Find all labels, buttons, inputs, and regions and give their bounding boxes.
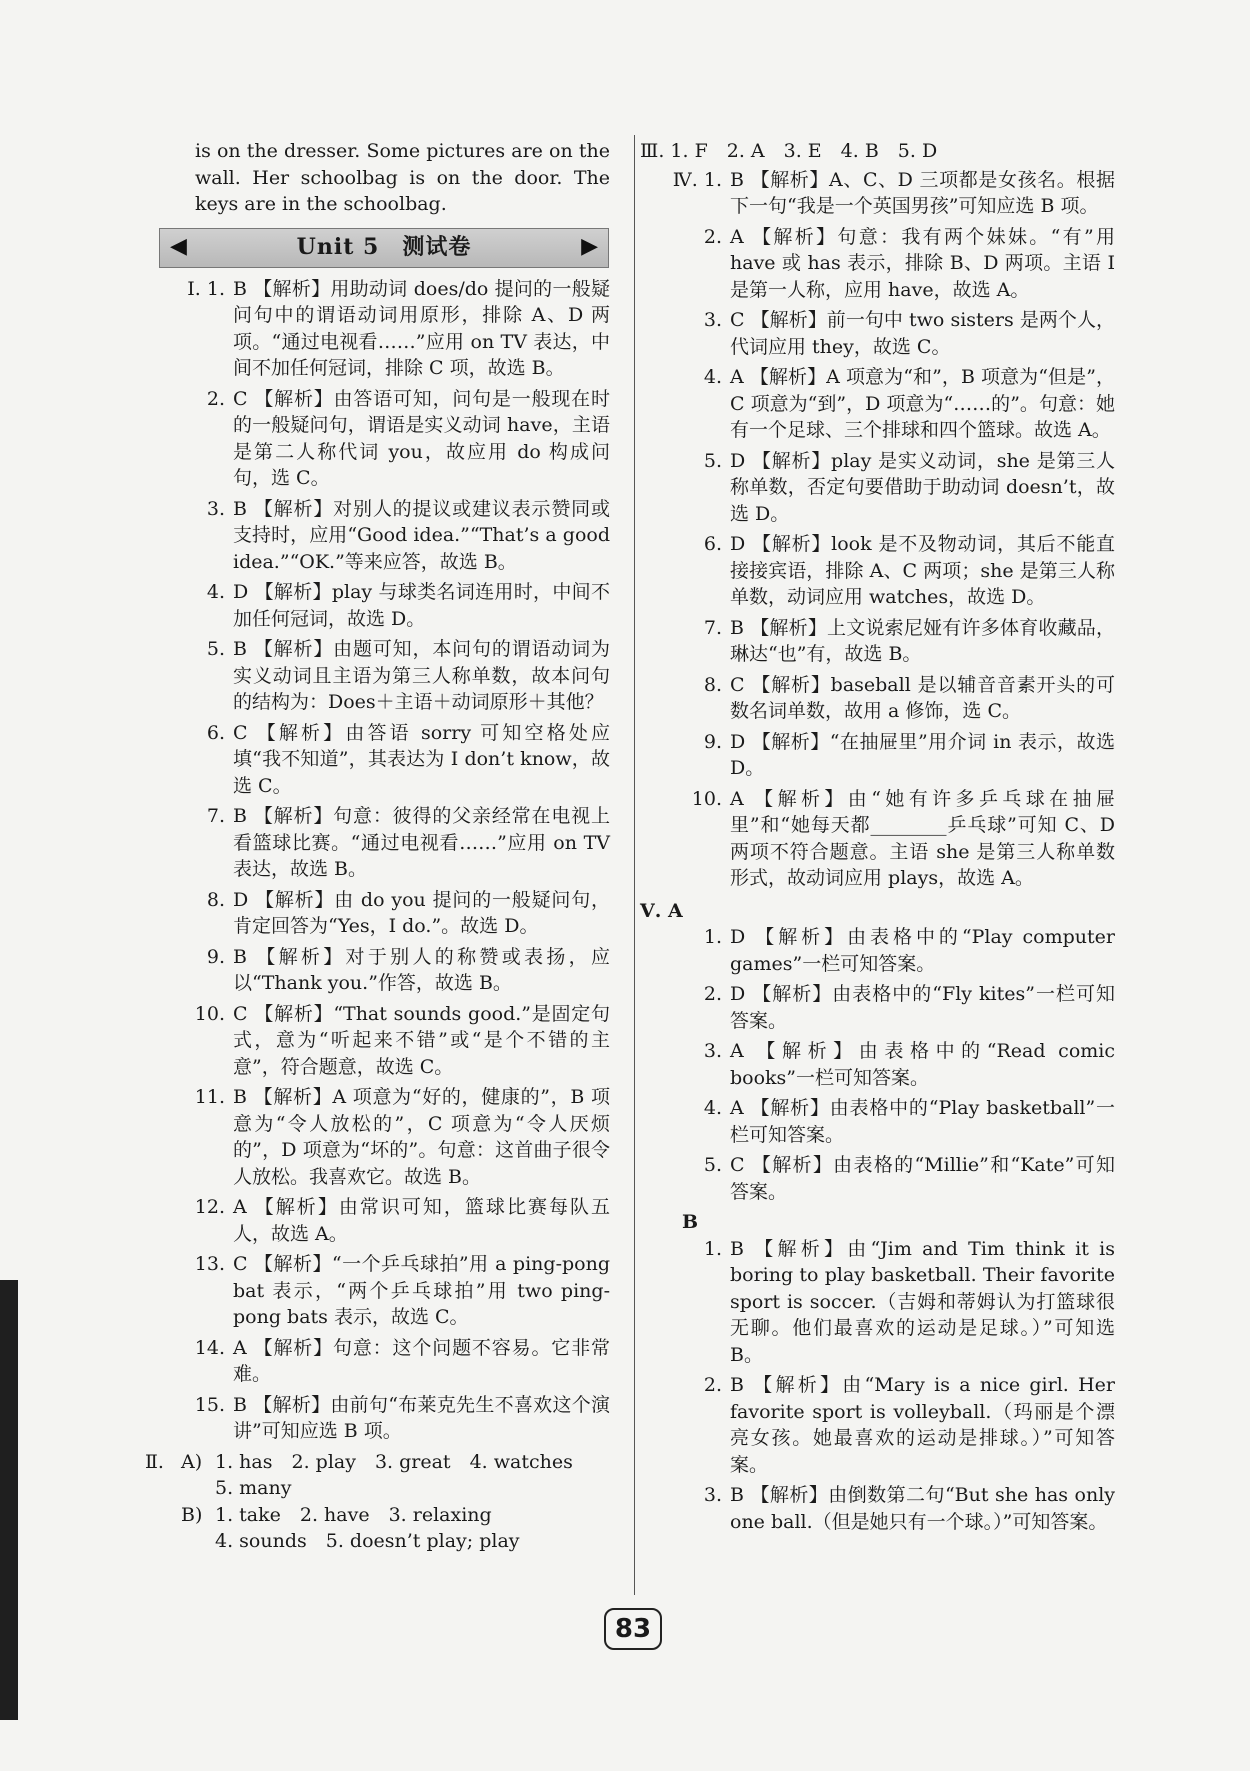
banner-title: Unit 5 测试卷 — [296, 234, 472, 261]
item-number: 2. — [703, 1374, 722, 1396]
page-edge-shadow — [0, 1280, 18, 1720]
item-number: 4. — [703, 1097, 722, 1119]
item-number: 7. — [206, 805, 225, 827]
item-text: A 【解析】句意：这个问题不容易。它非常难。 — [233, 1336, 610, 1385]
answer-item — [155, 386, 610, 492]
item-number: 3. — [703, 309, 722, 331]
answer-item — [660, 448, 1115, 528]
answer-item — [155, 1251, 610, 1331]
item-number: 4. — [703, 366, 722, 388]
answer-item — [660, 924, 1115, 977]
item-text: B 【解析】用助动词 does/do 提问的一般疑问句中的谓语动词用原形，排除 A、D 两项。“通过电视看……”应用 on TV 表达，中间不加任何冠词，排除 C 项，故选 B。 — [233, 277, 610, 379]
item-number: 10. — [691, 787, 722, 810]
section-2-b-line1: 1. take 2. have 3. relaxing — [215, 1503, 492, 1526]
item-text: B 【解析】由题可知，本问句的谓语动词为实义动词且主语为第三人称单数，故本问句的结构为：Does＋主语＋动词原形＋其他？ — [233, 638, 610, 713]
item-number: 11. — [194, 1086, 225, 1108]
item-text: A 【解析】句意：我有两个妹妹。“有”用 have 或 has 表示，排除 B、D 两项。主语 I 是第一人称，应用 have，故选 A。 — [730, 225, 1115, 301]
item-text: D 【解析】play 是实义动词，she 是第三人称单数，否定句要借助于助动词 doesn’t，故选 D。 — [730, 449, 1115, 525]
item-text: D 【解析】“在抽屉里”用介词 in 表示，故选 D。 — [730, 730, 1115, 779]
left-column — [145, 138, 610, 1555]
item-number: 5. — [703, 1154, 722, 1176]
item-text: B 【解析】A、C、D 三项都是女孩名。根据下一句“我是一个英国男孩”可知应选 B 项。 — [730, 168, 1115, 217]
item-text: C 【解析】前一句中 two sisters 是两个人，代词应用 they，故选 C。 — [730, 309, 1115, 358]
item-number: 9. — [206, 945, 225, 968]
section-5-label: Ⅴ. A — [640, 899, 683, 922]
item-text: B 【解析】对别人的提议或建议表示赞同或支持时，应用“Good idea.”“That’s a good idea.”“OK.”等来应答，故选 B。 — [233, 497, 610, 573]
banner-left-arrow-icon: ◀ — [170, 234, 187, 260]
answer-item — [660, 729, 1115, 782]
answer-item — [155, 579, 610, 632]
item-text: A 【解析】由表格中的“Play basketball”一栏可知答案。 — [730, 1097, 1115, 1146]
section-5-b-label: B — [682, 1211, 699, 1233]
answer-item — [660, 364, 1115, 444]
item-text: B 【解析】由倒数第二句“But she has only one ball.（但是她只有一个球。）”可知答案。 — [730, 1484, 1115, 1533]
item-number: 10. — [194, 1002, 225, 1025]
item-text: A 【解析】由常识可知，篮球比赛每队五人，故选 A。 — [233, 1196, 610, 1245]
column-divider — [634, 135, 635, 1595]
item-text: D 【解析】look 是不及物动词，其后不能直接接宾语，排除 A、C 两项；she 是第三人称单数，动词应用 watches，故选 D。 — [730, 533, 1115, 608]
answer-item — [660, 981, 1115, 1034]
answer-item — [155, 944, 610, 997]
section-2-a-line2: 5. many — [215, 1477, 292, 1499]
answer-item — [155, 1335, 610, 1388]
answer-item — [155, 1194, 610, 1247]
answer-item — [155, 1084, 610, 1190]
item-number: 3. — [703, 1484, 722, 1506]
answer-item — [660, 1038, 1115, 1091]
spacer — [145, 1502, 181, 1529]
answer-item — [660, 1482, 1115, 1535]
item-text: D 【解析】由表格中的“Play computer games”一栏可知答案。 — [730, 926, 1115, 975]
answer-item — [660, 167, 1115, 220]
section-2 — [145, 1449, 610, 1555]
item-number: 1. — [703, 1237, 722, 1260]
section-3: Ⅲ. 1. F 2. A 3. E 4. B 5. D — [640, 140, 938, 162]
section-2-b-line2: 4. sounds 5. doesn’t play; play — [215, 1530, 520, 1552]
answer-item — [155, 276, 610, 382]
item-number: 2. — [703, 225, 722, 248]
answer-item — [155, 720, 610, 800]
item-text: D 【解析】play 与球类名词连用时，中间不加任何冠词，故选 D。 — [233, 581, 610, 630]
item-text: C 【解析】“That sounds good.”是固定句式，意为“听起来不错”或“是个不错的主意”，符合题意，故选 C。 — [233, 1002, 610, 1078]
answer-item — [660, 531, 1115, 611]
item-text: A 【解析】由表格中的“Read comic books”一栏可知答案。 — [730, 1040, 1115, 1089]
answer-item — [155, 636, 610, 716]
right-column — [640, 138, 1115, 1539]
item-number: 3. — [206, 497, 225, 520]
answer-item — [155, 1001, 610, 1081]
answer-item — [660, 1095, 1115, 1148]
item-number: 6. — [703, 533, 722, 555]
item-text: B 【解析】由前句“布莱克先生不喜欢这个演讲”可知应选 B 项。 — [233, 1393, 610, 1442]
item-number: 8. — [206, 888, 225, 911]
item-number: Ⅰ. 1. — [187, 277, 225, 300]
answer-item — [660, 1152, 1115, 1205]
answer-item — [660, 224, 1115, 304]
top-paragraph: is on the dresser. Some pictures are on the wall. Her schoolbag is on the door. The keys are in the schoolbag. — [195, 140, 610, 215]
item-text: B 【解析】对于别人的称赞或表扬，应以“Thank you.”作答，故选 B。 — [233, 945, 610, 994]
answer-item — [660, 786, 1115, 892]
answer-item — [660, 672, 1115, 725]
item-number: 1. — [703, 926, 722, 948]
item-text: D 【解析】由 do you 提问的一般疑问句，肯定回答为“Yes，I do.”。故选 D。 — [233, 888, 610, 937]
item-number: 15. — [194, 1393, 225, 1416]
banner-right-arrow-icon: ▶ — [581, 234, 598, 260]
item-text: A 【解析】A 项意为“和”，B 项意为“但是”，C 项意为“到”，D 项意为“……的”。句意：她有一个足球、三个排球和四个篮球。故选 A。 — [730, 366, 1115, 441]
item-text: A 【解析】由“她有许多乒乓球在抽屉里”和“她每天都________乒乓球”可知 C、D 两项不符合题意。主语 she 是第三人称单数形式，故动词应用 plays，故选 A。 — [730, 787, 1115, 889]
item-number: 4. — [206, 581, 225, 603]
answer-item — [660, 307, 1115, 360]
item-text: C 【解析】由答语可知，问句是一般现在时的一般疑问句，谓语是实义动词 have，主语是第二人称代词 you，故应用 do 构成问句，选 C。 — [233, 387, 610, 489]
item-text: B 【解析】由“Jim and Tim think it is boring to play basketball. Their favorite sport is soccer.（吉姆和蒂姆认为打篮球很无聊。他们最喜欢的运动是足球。）”可知选 B。 — [730, 1237, 1115, 1366]
item-number: 6. — [206, 721, 225, 744]
answer-item — [155, 496, 610, 576]
item-text: B 【解析】A 项意为“好的，健康的”，B 项意为“令人放松的”，C 项意为“令人厌烦的”，D 项意为“坏的”。句意：这首曲子很令人放松。我喜欢它。故选 B。 — [233, 1086, 610, 1188]
answer-item — [660, 1236, 1115, 1369]
item-text: C 【解析】baseball 是以辅音音素开头的可数名词单数，故用 a 修饰，选 C。 — [730, 673, 1115, 722]
page-number: 83 — [604, 1608, 662, 1650]
item-number: 13. — [194, 1253, 225, 1275]
item-number: 14. — [194, 1336, 225, 1359]
item-text: B 【解析】由“Mary is a nice girl. Her favorite sport is volleyball.（玛丽是个漂亮女孩。她最喜欢的运动是排球。）”可知答案。 — [730, 1374, 1115, 1476]
item-number: 12. — [194, 1196, 225, 1218]
item-number: 2. — [703, 983, 722, 1005]
item-text: C 【解析】“一个乒乓球拍”用 a ping-pong bat 表示，“两个乒乓球拍”用 two ping-pong bats 表示，故选 C。 — [233, 1253, 610, 1328]
section-2-b-label: B) — [181, 1503, 203, 1526]
item-number: 5. — [703, 449, 722, 472]
section-2-a-line1: 1. has 2. play 3. great 4. watches — [215, 1450, 573, 1473]
item-number: 9. — [703, 730, 722, 753]
unit-banner — [159, 228, 609, 268]
item-number: 5. — [206, 638, 225, 660]
answer-item — [155, 1392, 610, 1445]
item-number: 2. — [206, 387, 225, 410]
item-number: 3. — [703, 1040, 722, 1062]
item-text: C 【解析】由表格的“Millie”和“Kate”可知答案。 — [730, 1154, 1115, 1203]
item-number: 8. — [703, 673, 722, 696]
answer-item — [660, 615, 1115, 668]
item-text: B 【解析】句意：彼得的父亲经常在电视上看篮球比赛。“通过电视看……”应用 on TV 表达，故选 B。 — [233, 805, 610, 880]
answer-item — [155, 803, 610, 883]
section-2-a-label: A) — [181, 1450, 203, 1473]
item-number: 7. — [703, 616, 722, 639]
item-text: D 【解析】由表格中的“Fly kites”一栏可知答案。 — [730, 983, 1115, 1032]
answer-item — [155, 887, 610, 940]
item-number: Ⅳ. 1. — [672, 168, 722, 191]
section-2-a — [145, 1449, 610, 1476]
item-text: C 【解析】由答语 sorry 可知空格处应填“我不知道”，其表达为 I don’t know，故选 C。 — [233, 721, 610, 797]
section-2-label: Ⅱ. — [145, 1450, 164, 1473]
item-text: B 【解析】上文说索尼娅有许多体育收藏品，琳达“也”有，故选 B。 — [730, 616, 1115, 665]
answer-item — [660, 1372, 1115, 1478]
section-2-b — [145, 1502, 610, 1529]
